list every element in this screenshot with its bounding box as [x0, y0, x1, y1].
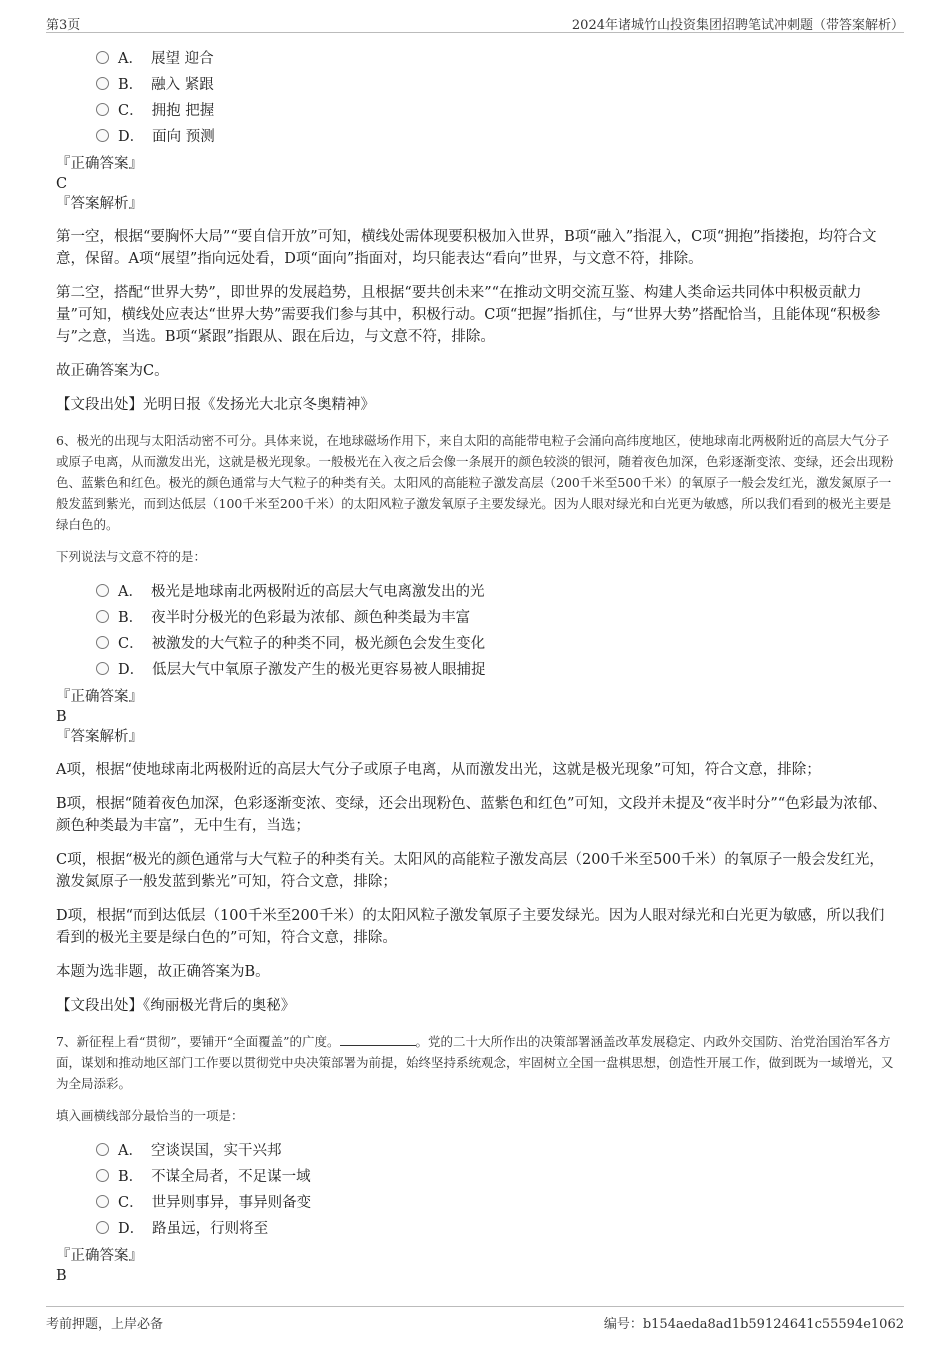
- analysis-label: 『答案解析』: [56, 196, 143, 212]
- q5-option-a[interactable]: A． 展望 迎合: [96, 44, 896, 70]
- radio-icon[interactable]: [96, 77, 109, 90]
- source-citation: 【文段出处】光明日报《发扬光大北京冬奥精神》: [56, 397, 375, 413]
- document-title: 2024年诸城竹山投资集团招聘笔试冲刺题（带答案解析）: [571, 18, 904, 33]
- analysis-paragraph: 第一空，根据“要胸怀大局”“要自信开放”可知，横线处需体现要积极加入世界，B项“融入”指混入，C项“拥抱”指搂抱，均符合文意，保留。A项“展望”指向远处看，D项“面向”指面对，均只能表达“看向”世界，与文意不符，排除。: [56, 229, 877, 267]
- radio-icon[interactable]: [96, 1143, 109, 1156]
- answer-value: B: [56, 1268, 67, 1284]
- answer-label: 『正确答案』: [56, 689, 143, 705]
- radio-icon[interactable]: [96, 103, 109, 116]
- analysis-paragraph: D项，根据“而到达低层（100千米至200千米）的太阳风粒子激发氧原子主要发绿光。因为人眼对绿光和白光更为敏感，所以我们看到的极光主要是绿白色的”可知，符合文意，排除。: [56, 908, 885, 946]
- answer-label: 『正确答案』: [56, 1248, 143, 1264]
- q6-option-c[interactable]: C． 被激发的大气粒子的种类不同，极光颜色会发生变化: [96, 629, 896, 655]
- q7-options: [56, 1136, 896, 1240]
- radio-icon[interactable]: [96, 610, 109, 623]
- q5-option-b[interactable]: B． 融入 紧跟: [96, 70, 896, 96]
- q6-option-d[interactable]: D． 低层大气中氧原子激发产生的极光更容易被人眼捕捉: [96, 655, 896, 681]
- q7-option-b[interactable]: B． 不谋全局者，不足谋一域: [96, 1162, 896, 1188]
- q7-option-a[interactable]: A． 空谈误国，实干兴邦: [96, 1136, 896, 1162]
- radio-icon[interactable]: [96, 51, 109, 64]
- q5-option-d[interactable]: D． 面向 预测: [96, 122, 896, 148]
- q6-option-b[interactable]: B． 夜半时分极光的色彩最为浓郁、颜色种类最为丰富: [96, 603, 896, 629]
- page-number: 第3页: [46, 18, 81, 33]
- q5-option-c[interactable]: C． 拥抱 把握: [96, 96, 896, 122]
- answer-value: B: [56, 709, 67, 725]
- source-citation: 【文段出处】《绚丽极光背后的奥秘》: [56, 998, 296, 1014]
- document-serial: 编号：b154aeda8ad1b59124641c55594e1062: [603, 1317, 904, 1332]
- analysis-paragraph: 第二空，搭配“世界大势”，即世界的发展趋势，且根据“要共创未来”“在推动文明交流互鉴、构建人类命运共同体中积极贡献力量”可知，横线处应表达“世界大势”需要我们参与其中，积极行动。C项“把握”指抓住，与“世界大势”搭配恰当，且能体现“积极参与”之意，当选。B项“紧跟”指跟从、跟在后边，与文意不符，排除。: [56, 285, 881, 345]
- radio-icon[interactable]: [96, 662, 109, 675]
- answer-label: 『正确答案』: [56, 156, 143, 172]
- radio-icon[interactable]: [96, 129, 109, 142]
- radio-icon[interactable]: [96, 636, 109, 649]
- page-header: [46, 12, 904, 33]
- q7-option-c[interactable]: C． 世异则事异，事异则备变: [96, 1188, 896, 1214]
- question-6-text: 6、极光的出现与太阳活动密不可分。具体来说，在地球磁场作用下，来自太阳的高能带电粒子会涌向高纬度地区，使地球南北两极附近的高层大气分子或原子电离，从而激发出光，这就是极光现象。一般极光在入夜之后会像一条展开的颜色较淡的银河，随着夜色加深，色彩逐渐变浓、变绿，还会出现粉色、蓝紫色和红色。极光的颜色通常与大气粒子的种类有关。太阳风的高能粒子激发高层（200千米至500千米）的氧原子一般会发红光，激发氮原子一般发蓝到紫光，而到达低层（100千米至200千米）的太阳风粒子激发氧原子主要发绿光。因为人眼对绿光和白光更为敏感，所以我们看到的极光主要是绿白色的。: [56, 433, 894, 532]
- document-body: [56, 44, 896, 1286]
- question-7-text: 7、新征程上看“贯彻”，要铺开“全面覆盖”的广度。 。党的二十大所作出的决策部署涵盖改革发展稳定、内政外交国防、治党治国治军各方面，谋划和推动地区部门工作要以贯彻党中央决策部署为前提，始终坚持系统观念，牢固树立全国一盘棋思想，创造性开展工作，做到既为一域增光，又为全局添彩。: [56, 1034, 894, 1091]
- question-6-prompt: 下列说法与文意不符的是：: [56, 549, 207, 564]
- radio-icon[interactable]: [96, 1195, 109, 1208]
- footer-slogan: 考前押题，上岸必备: [46, 1317, 164, 1332]
- radio-icon[interactable]: [96, 1169, 109, 1182]
- analysis-paragraph: 故正确答案为C。: [56, 363, 169, 379]
- analysis-paragraph: C项，根据“极光的颜色通常与大气粒子的种类有关。太阳风的高能粒子激发高层（200千米至500千米）的氧原子一般会发红光，激发氮原子一般发蓝到紫光”可知，符合文意，排除；: [56, 852, 884, 890]
- q6-options: [56, 577, 896, 681]
- radio-icon[interactable]: [96, 584, 109, 597]
- analysis-paragraph: A项，根据“使地球南北两极附近的高层大气分子或原子电离，从而激发出光，这就是极光现象”可知，符合文意，排除；: [56, 762, 821, 778]
- q6-option-a[interactable]: A． 极光是地球南北两极附近的高层大气电离激发出的光: [96, 577, 896, 603]
- fill-blank: [340, 1033, 416, 1046]
- q5-options: [56, 44, 896, 148]
- q7-option-d[interactable]: D． 路虽远，行则将至: [96, 1214, 896, 1240]
- page-footer: [46, 1306, 904, 1332]
- analysis-paragraph: 本题为选非题，故正确答案为B。: [56, 964, 270, 980]
- answer-value: C: [56, 176, 68, 192]
- question-7-prompt: 填入画横线部分最恰当的一项是：: [56, 1108, 244, 1123]
- analysis-paragraph: B项，根据“随着夜色加深，色彩逐渐变浓、变绿，还会出现粉色、蓝紫色和红色”可知，文段并未提及“夜半时分”“色彩最为浓郁、颜色种类最为丰富”，无中生有，当选；: [56, 796, 887, 834]
- radio-icon[interactable]: [96, 1221, 109, 1234]
- analysis-label: 『答案解析』: [56, 729, 143, 745]
